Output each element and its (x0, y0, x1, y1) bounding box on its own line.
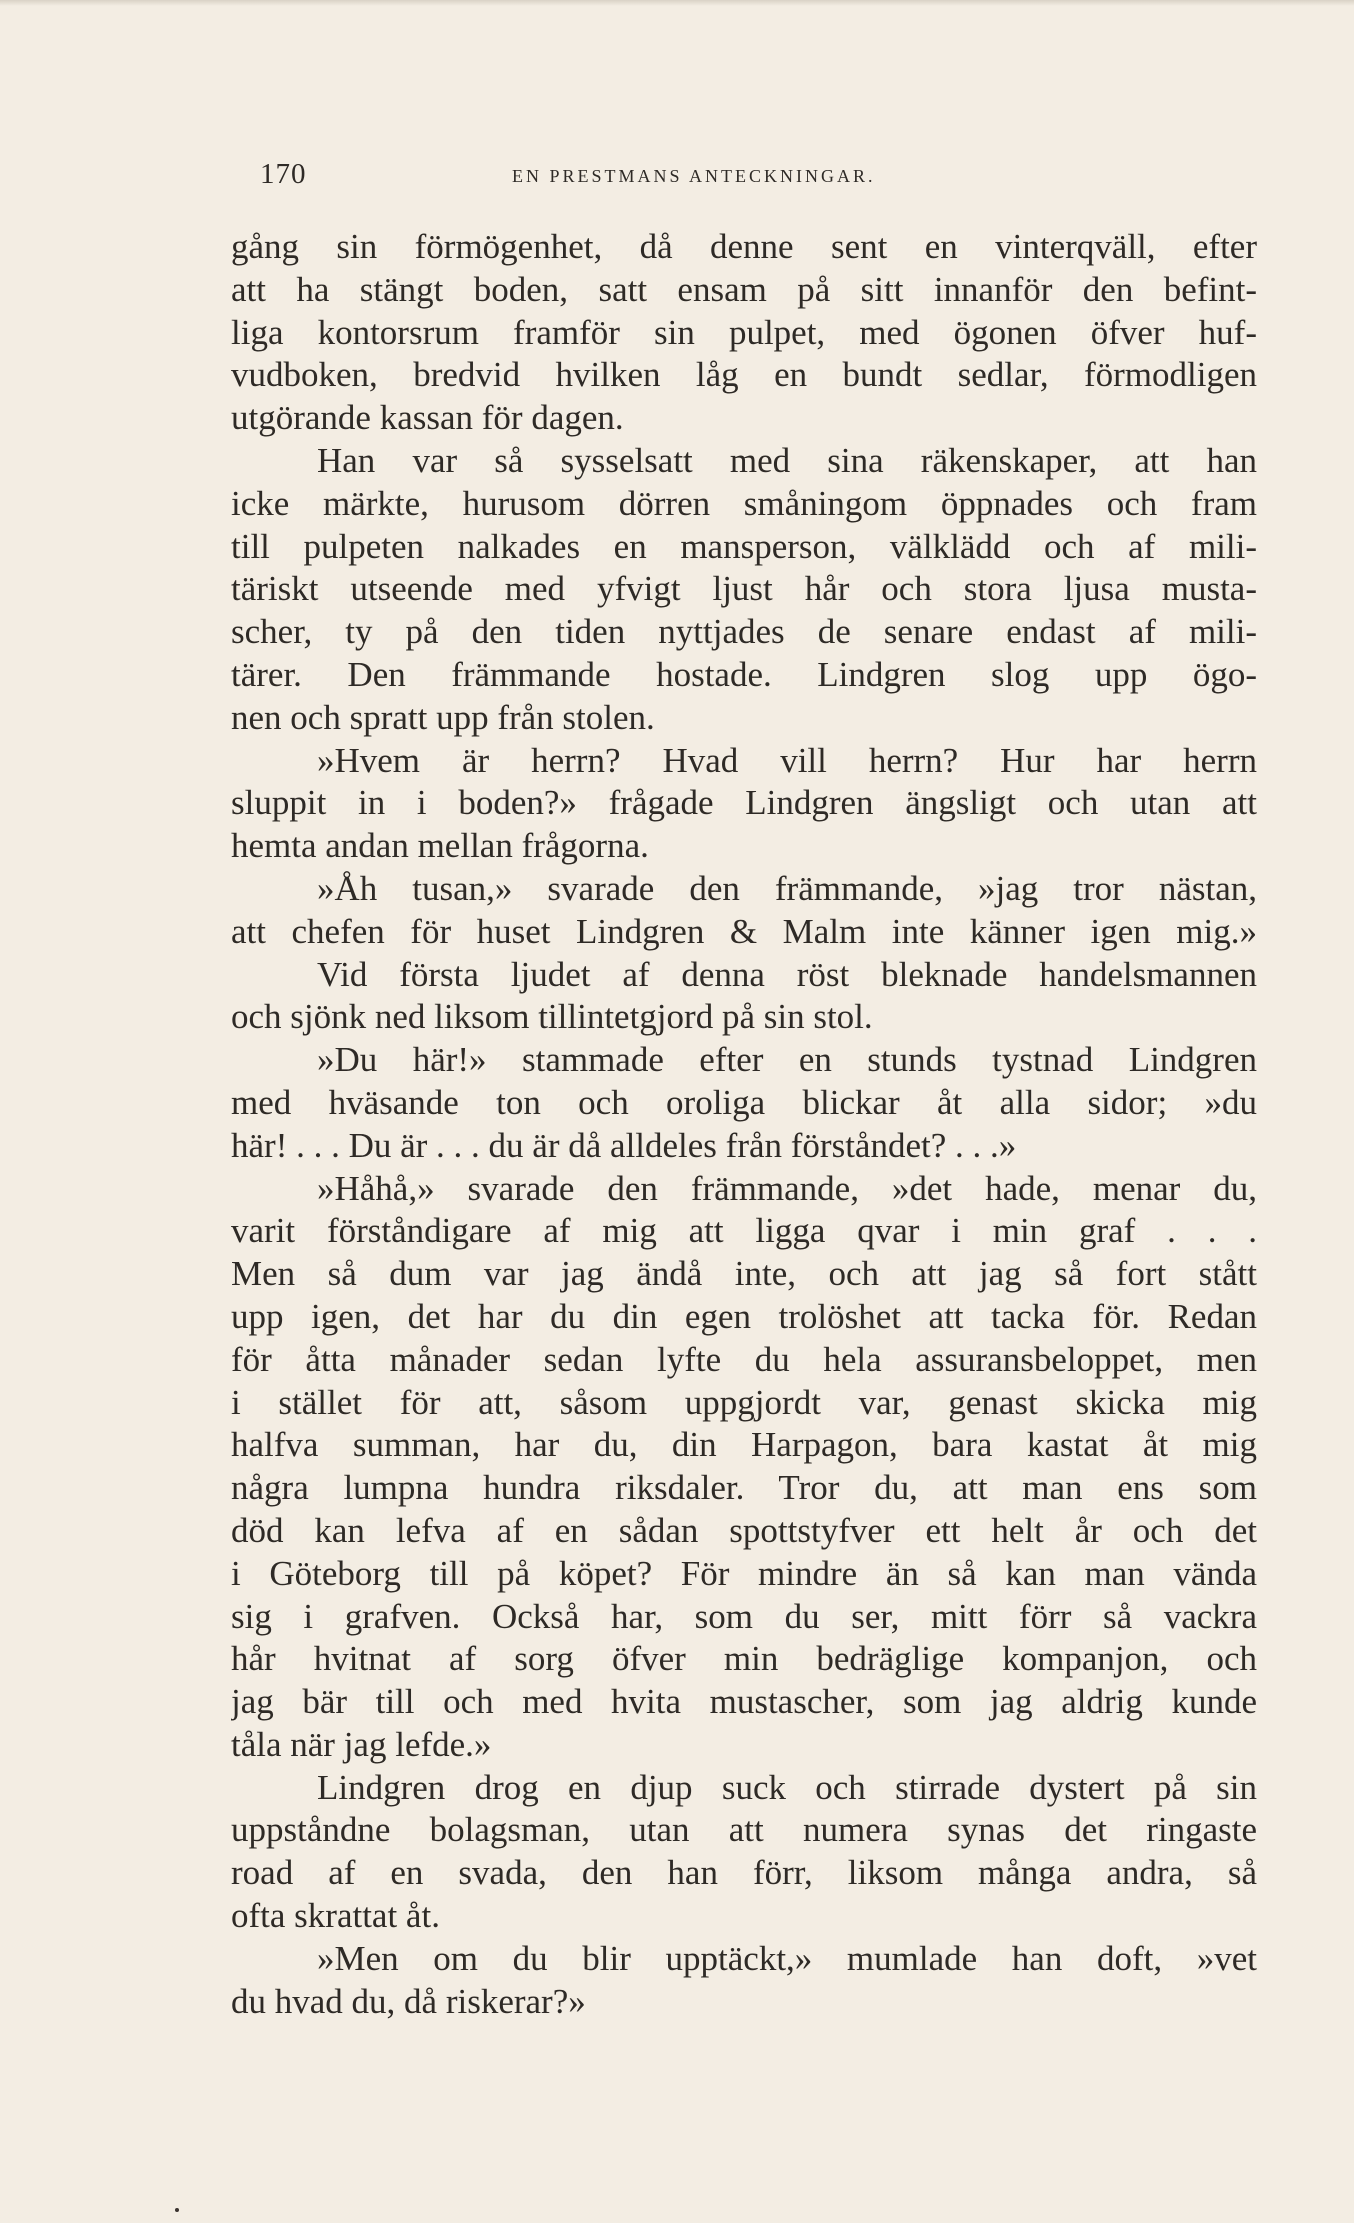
text-line: du hvad du, då riskerar?» (231, 1981, 586, 2021)
text-line: »Åh tusan,» svarade den främmande, »jag tror nästan, (317, 868, 1257, 908)
text-line: död kan lefva af en sådan spottstyfver ett helt år och det (231, 1510, 1257, 1550)
text-line: Han var så sysselsatt med sina räkenskaper, att han (317, 440, 1257, 480)
text-line: nen och spratt upp från stolen. (231, 697, 655, 737)
text-line: hemta andan mellan frågorna. (231, 826, 649, 866)
text-line: Vid första ljudet af denna röst bleknade handelsmannen (317, 954, 1257, 994)
text-line: och sjönk ned liksom tillintetgjord på sin stol. (231, 997, 873, 1037)
paper-speck (175, 2208, 179, 2212)
text-line: »Du här!» stammade efter en stunds tystnad Lindgren (317, 1040, 1257, 1080)
text-line: i Göteborg till på köpet? För mindre än så kan man vända (231, 1553, 1257, 1593)
text-line: icke märkte, hurusom dörren småningom öppnades och fram (231, 483, 1257, 523)
text-line: halfva summan, har du, din Harpagon, bara kastat åt mig (231, 1425, 1257, 1465)
text-line: road af en svada, den han förr, liksom många andra, så (231, 1853, 1257, 1893)
text-line: sig i grafven. Också har, som du ser, mitt förr så vackra (231, 1596, 1257, 1636)
text-line: gång sin förmögenhet, då denne sent en vinterqväll, efter (231, 227, 1257, 266)
text-line: utgörande kassan för dagen. (231, 398, 624, 438)
text-line: att ha stängt boden, satt ensam på sitt innanför den befint- (231, 269, 1257, 309)
text-line: scher, ty på den tiden nyttjades de senare endast af mili- (231, 612, 1257, 652)
text-line: »Håhå,» svarade den främmande, »det hade, menar du, (317, 1168, 1257, 1208)
text-line: i stället för att, såsom uppgjordt var, genast skicka mig (231, 1382, 1257, 1422)
text-line: jag bär till och med hvita mustascher, som jag aldrig kunde (231, 1682, 1257, 1722)
text-line: tärer. Den främmande hostade. Lindgren slog upp ögo- (231, 654, 1257, 694)
page-number: 170 (260, 158, 307, 190)
text-line: Lindgren drog en djup suck och stirrade dystert på sin (317, 1767, 1257, 1807)
text-line: med hväsande ton och oroliga blickar åt alla sidor; »du (231, 1082, 1257, 1122)
page-top-edge (0, 0, 1354, 6)
text-line: liga kontorsrum framför sin pulpet, med ögonen öfver huf- (231, 312, 1257, 352)
running-head: EN PRESTMANS ANTECKNINGAR. (512, 166, 876, 186)
text-line: att chefen för huset Lindgren & Malm inte känner igen mig.» (231, 911, 1257, 951)
text-line: hår hvitnat af sorg öfver min bedräglige kompanjon, och (231, 1639, 1257, 1679)
text-line: ofta skrattat åt. (231, 1896, 440, 1936)
text-line: här! . . . Du är . . . du är då alldeles från förståndet? . . .» (231, 1125, 1017, 1165)
text-line: varit förståndigare af mig att ligga qvar i min graf . . . (231, 1211, 1257, 1251)
text-line: några lumpna hundra riksdaler. Tror du, att man ens som (231, 1468, 1257, 1508)
text-line: upp igen, det har du din egen trolöshet att tacka för. Redan (231, 1296, 1257, 1336)
text-line: till pulpeten nalkades en mansperson, välklädd och af mili- (231, 526, 1257, 566)
text-line: uppståndne bolagsman, utan att numera synas det ringaste (231, 1810, 1257, 1850)
text-line: Men så dum var jag ändå inte, och att jag så fort stått (231, 1254, 1257, 1294)
body-text (231, 226, 1257, 2023)
text-line: »Hvem är herrn? Hvad vill herrn? Hur har herrn (317, 740, 1257, 780)
text-line: »Men om du blir upptäckt,» mumlade han doft, »vet (317, 1938, 1257, 1978)
text-line: tåla när jag lefde.» (231, 1724, 492, 1764)
text-line: för åtta månader sedan lyfte du hela assuransbeloppet, men (231, 1339, 1257, 1379)
text-line: täriskt utseende med yfvigt ljust hår och stora ljusa musta- (231, 569, 1257, 609)
text-line: vudboken, bredvid hvilken låg en bundt sedlar, förmodligen (231, 355, 1257, 395)
text-line: sluppit in i boden?» frågade Lindgren ängsligt och utan att (231, 783, 1257, 823)
